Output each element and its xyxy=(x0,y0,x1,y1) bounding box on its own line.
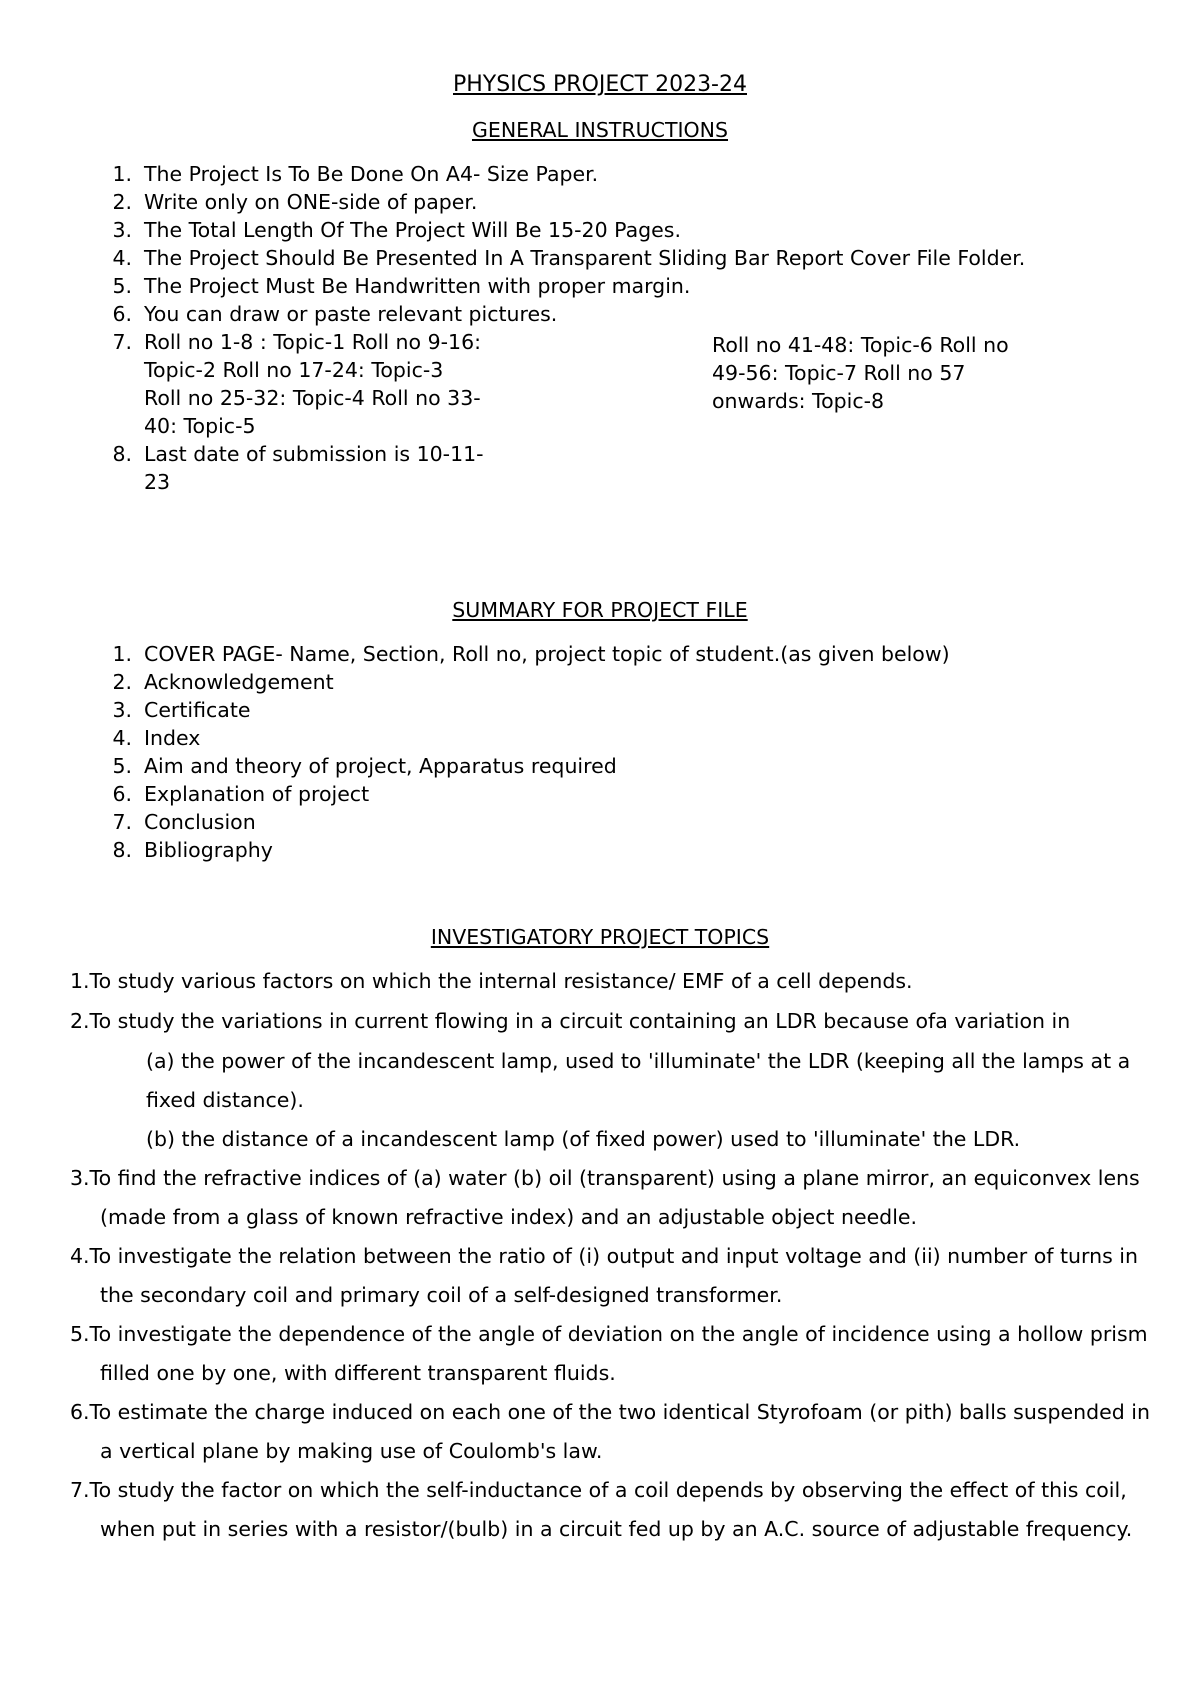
item-number: 6. xyxy=(112,782,132,806)
item-number: 8. xyxy=(112,442,132,466)
item-number: 2. xyxy=(112,670,132,694)
list-item xyxy=(100,780,1140,808)
item-number: 1. xyxy=(112,642,132,666)
list-item xyxy=(100,724,1140,752)
topic-item: 2.To study the variations in current flowing in a circuit containing an LDR because ofa variation in xyxy=(70,1009,1071,1033)
item-text: Bibliography xyxy=(144,838,273,862)
item-text: Acknowledgement xyxy=(144,670,334,694)
list-item xyxy=(100,836,1140,864)
general-instructions-list xyxy=(100,160,1140,496)
summary-heading: SUMMARY FOR PROJECT FILE xyxy=(452,598,748,622)
list-item xyxy=(100,640,1140,668)
item-text: Certificate xyxy=(144,698,251,722)
summary-list xyxy=(100,640,1140,864)
item-number: 3. xyxy=(112,698,132,722)
item-number: 3. xyxy=(112,218,132,242)
topic-item: 1.To study various factors on which the internal resistance/ EMF of a cell depends. xyxy=(70,969,913,993)
item-text: Conclusion xyxy=(144,810,256,834)
list-item xyxy=(100,300,1140,328)
item-text: COVER PAGE- Name, Section, Roll no, project topic of student.(as given below) xyxy=(144,642,950,666)
item-number: 4. xyxy=(112,726,132,750)
list-item xyxy=(100,272,1140,300)
item-text: The Project Should Be Presented In A Transparent Sliding Bar Report Cover File Folder. xyxy=(144,246,1026,270)
item-number: 2. xyxy=(112,190,132,214)
list-item xyxy=(100,696,1140,724)
document-title: PHYSICS PROJECT 2023-24 xyxy=(453,72,747,97)
item-number: 4. xyxy=(112,246,132,270)
item-text: Aim and theory of project, Apparatus required xyxy=(144,754,617,778)
general-instructions-heading: GENERAL INSTRUCTIONS xyxy=(471,118,729,142)
topic-item: 3.To find the refractive indices of (a) water (b) oil (transparent) using a plane mirror, an equiconvex lens (made from a glass of known refractive index) and an adjustable object needle. xyxy=(70,1166,1140,1229)
topic-item: 7.To study the factor on which the self-inductance of a coil depends by observing the effect of this coil, when put in series with a resistor/(bulb) in a circuit fed up by an A.C. source of adjustable frequency. xyxy=(70,1478,1133,1541)
list-item xyxy=(100,808,1140,836)
topic-subitem: (b) the distance of a incandescent lamp (of fixed power) used to 'illuminate' the LDR. xyxy=(146,1127,1021,1151)
topic-subitem: (a) the power of the incandescent lamp, used to 'illuminate' the LDR (keeping all the lamps at a fixed distance). xyxy=(146,1049,1131,1112)
item-text: Roll no 1-8 : Topic-1 Roll no 9-16: Topic-2 Roll no 17-24: Topic-3 Roll no 25-32: Topic-4 Roll no 33-40: Topic-5 xyxy=(144,330,482,438)
list-item xyxy=(100,160,1140,188)
item-text: The Project Must Be Handwritten with proper margin. xyxy=(144,274,691,298)
item-text: Index xyxy=(144,726,201,750)
item-number: 8. xyxy=(112,838,132,862)
item-number: 7. xyxy=(112,810,132,834)
item-number: 1. xyxy=(112,162,132,186)
list-item xyxy=(100,216,1140,244)
list-item xyxy=(100,668,1140,696)
item-number: 5. xyxy=(112,274,132,298)
item-number: 5. xyxy=(112,754,132,778)
roll-topic-column: Roll no 41-48: Topic-6 Roll no 49-56: Topic-7 Roll no 57 onwards: Topic-8 xyxy=(712,333,1009,413)
list-item xyxy=(100,440,1140,496)
item-text: Last date of submission is 10-11-23 xyxy=(144,442,484,494)
item-text: Write only on ONE-side of paper. xyxy=(144,190,478,214)
list-item xyxy=(100,752,1140,780)
item-number: 6. xyxy=(112,302,132,326)
topics-list xyxy=(70,962,1150,1549)
list-item xyxy=(100,244,1140,272)
topic-item: 5.To investigate the dependence of the angle of deviation on the angle of incidence using a hollow prism filled one by one, with different transparent fluids. xyxy=(70,1322,1148,1385)
topic-item: 4.To investigate the relation between the ratio of (i) output and input voltage and (ii) number of turns in the secondary coil and primary coil of a self-designed transformer. xyxy=(70,1244,1138,1307)
topics-heading: INVESTIGATORY PROJECT TOPICS xyxy=(430,925,770,949)
item-text: Explanation of project xyxy=(144,782,370,806)
item-text: The Project Is To Be Done On A4- Size Paper. xyxy=(144,162,599,186)
list-item xyxy=(100,188,1140,216)
topic-item: 6.To estimate the charge induced on each one of the two identical Styrofoam (or pith) balls suspended in a vertical plane by making use of Coulomb's law. xyxy=(70,1400,1150,1463)
item-number: 7. xyxy=(112,330,132,354)
item-text: You can draw or paste relevant pictures. xyxy=(144,302,558,326)
item-text: The Total Length Of The Project Will Be 15-20 Pages. xyxy=(144,218,681,242)
